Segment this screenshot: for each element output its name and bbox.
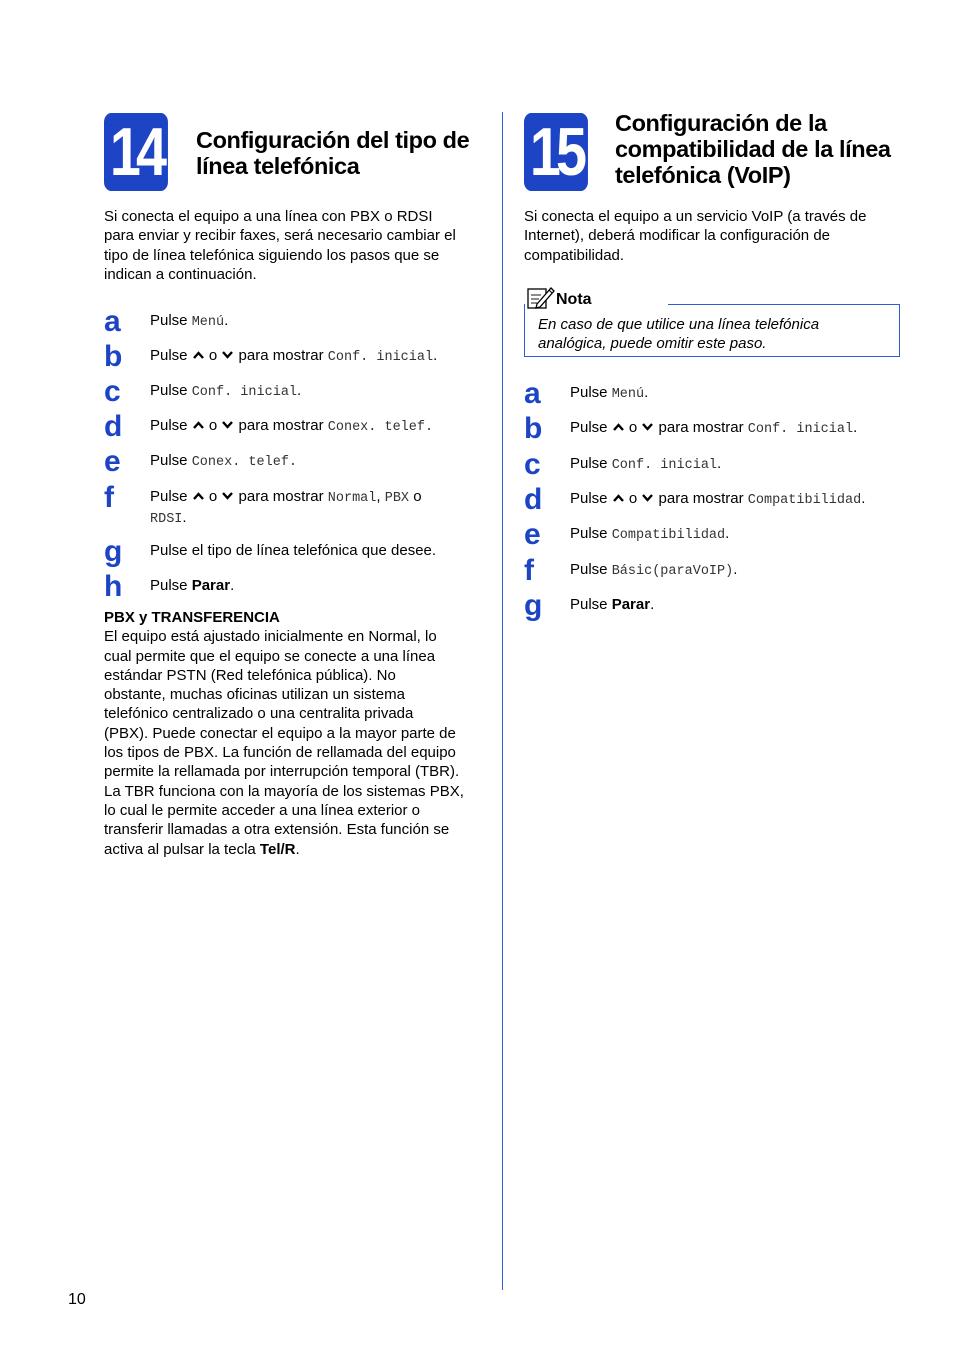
step-text: Pulse o para mostrar Conf. inicial.	[570, 419, 858, 437]
title-line: compatibilidad de la línea	[615, 136, 891, 162]
text-line: analógica, puede omitir este paso.	[538, 335, 767, 352]
step-text: Pulse el tipo de línea telefónica que desee.	[150, 542, 437, 559]
intro-paragraph	[524, 207, 904, 265]
step-text: Pulse o para mostrar Compatibilidad.	[570, 490, 866, 508]
step-h	[104, 570, 480, 606]
step-e	[104, 445, 480, 481]
text-line: compatibilidad.	[524, 246, 625, 264]
pbx-heading: PBX y TRANSFERENCIA	[104, 609, 280, 626]
chevron-up-icon	[192, 490, 205, 502]
step-number: 14	[109, 114, 163, 190]
step-text: Pulse Conf. inicial.	[570, 455, 722, 473]
step-text: Pulse Parar.	[150, 577, 235, 594]
chevron-down-icon	[641, 492, 654, 504]
step-c	[104, 375, 480, 411]
note-top-rule	[668, 304, 900, 305]
page-number: 10	[68, 1291, 86, 1308]
step-d	[104, 410, 480, 446]
step-number: 15	[529, 114, 583, 190]
chevron-down-icon	[641, 421, 654, 433]
step-letter: d	[104, 410, 123, 443]
text-line: para enviar y recibir faxes, será necesario cambiar el	[104, 227, 456, 245]
note-text	[538, 315, 888, 353]
chevron-down-icon	[221, 490, 234, 502]
title-line: telefónica (VoIP)	[615, 162, 791, 188]
text-line: lo cual le permite acceder a una línea exterior o	[104, 801, 421, 819]
step-letter: c	[104, 375, 121, 408]
chevron-up-icon	[612, 492, 625, 504]
chevron-up-icon	[192, 349, 205, 361]
step-g	[104, 535, 480, 571]
section-title	[196, 127, 469, 179]
step-text: Pulse o para mostrar Conex. telef.	[150, 417, 434, 435]
text-line: El equipo está ajustado inicialmente en Normal, lo	[104, 628, 437, 646]
text-line: transferir llamadas a otra extensión. Esta función se	[104, 821, 450, 839]
title-line: Configuración del tipo de	[196, 127, 470, 153]
step-e	[524, 518, 900, 554]
step-text: Pulse Conex. telef.	[150, 452, 298, 470]
chevron-up-icon	[612, 421, 625, 433]
step-letter: h	[104, 570, 123, 603]
step-letter: b	[104, 340, 123, 373]
title-line: línea telefónica	[196, 153, 360, 179]
section-title	[615, 110, 891, 188]
text-line: Internet), deberá modificar la configuración de	[524, 227, 831, 245]
text-line: Si conecta el equipo a un servicio VoIP (a través de	[524, 208, 867, 225]
note-pencil-icon	[527, 286, 555, 310]
text-line: cual permite que el equipo se conecte a una línea	[104, 647, 436, 665]
text-line: tipo de línea telefónica siguiendo los pasos que se	[104, 246, 440, 264]
step-number-badge	[104, 113, 168, 191]
step-b	[524, 412, 900, 448]
step-letter: d	[524, 483, 543, 516]
text-line: obstante, muchas oficinas utilizan un sistema	[104, 686, 405, 704]
text-line: telefónico centralizado o una centralita privada	[104, 705, 414, 723]
step-letter: e	[524, 518, 541, 551]
step-b	[104, 340, 480, 376]
step-letter: a	[104, 305, 121, 338]
step-letter: e	[104, 445, 121, 478]
step-text: Pulse Parar.	[570, 596, 655, 613]
text-line: Si conecta el equipo a una línea con PBX o RDSI	[104, 208, 433, 225]
chevron-down-icon	[221, 349, 234, 361]
text-line: activa al pulsar la tecla Tel/R.	[104, 840, 300, 858]
chevron-down-icon	[221, 419, 234, 431]
note-title: Nota	[556, 291, 592, 308]
step-letter: a	[524, 377, 541, 410]
column-divider	[502, 112, 503, 1290]
text-line: (PBX). Puede conectar el equipo a la mayor parte de	[104, 724, 456, 742]
step-text: Pulse Menú.	[150, 312, 229, 330]
step-text: Pulse Compatibilidad.	[570, 525, 730, 543]
step-letter: g	[524, 589, 543, 622]
text-line: indican a continuación.	[104, 265, 257, 283]
step-g	[524, 589, 900, 625]
step-text: Pulse Menú.	[570, 384, 649, 402]
step-number-badge	[524, 113, 588, 191]
intro-paragraph	[104, 207, 484, 284]
step-letter: f	[524, 554, 534, 587]
step-a	[104, 305, 480, 341]
text-line: permite la rellamada por interrupción temporal (TBR).	[104, 763, 460, 781]
step-f	[524, 554, 900, 590]
step-c	[524, 448, 900, 484]
step-letter: b	[524, 412, 543, 445]
step-text: Pulse Básic(paraVoIP).	[570, 561, 738, 579]
step-text: Pulse o para mostrar Conf. inicial.	[150, 347, 438, 365]
note-box	[524, 284, 900, 358]
text-line: La TBR funciona con la mayoría de los sistemas PBX,	[104, 782, 464, 800]
text-line: En caso de que utilice una línea telefónica	[538, 316, 820, 333]
step-letter: g	[104, 535, 123, 568]
chevron-up-icon	[192, 419, 205, 431]
step-letter: f	[104, 481, 114, 514]
step-text: Pulse o para mostrar Normal, PBX o RDSI.	[150, 488, 422, 527]
step-text: Pulse Conf. inicial.	[150, 382, 302, 400]
pbx-section	[104, 608, 484, 859]
text-line: estándar PSTN (Red telefónica pública). No	[104, 666, 396, 684]
step-a	[524, 377, 900, 413]
step-d	[524, 483, 900, 519]
text-line: los tipos de PBX. La función de rellamada del equipo	[104, 744, 456, 762]
step-f	[104, 481, 480, 531]
title-line: Configuración de la	[615, 110, 827, 136]
step-letter: c	[524, 448, 541, 481]
